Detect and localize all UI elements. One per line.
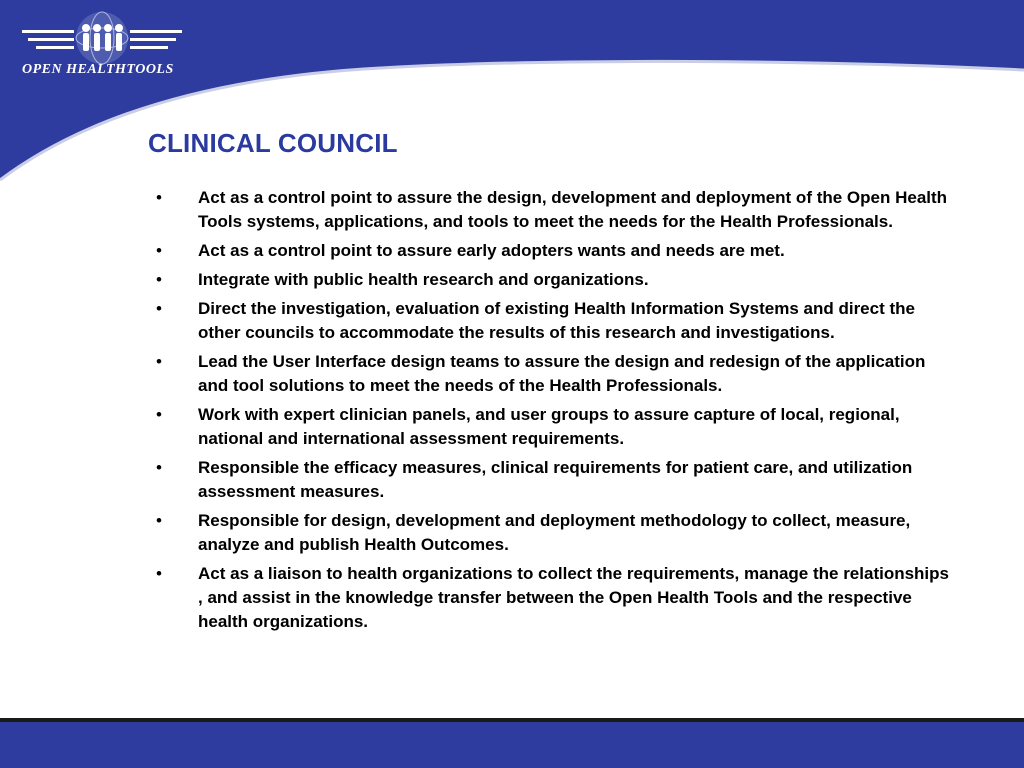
- bullet-item: [156, 239, 956, 263]
- bullet-text: Direct the investigation, evaluation of existing Health Information Systems and direct the other councils to accommodate the results of this research and investigations.: [198, 299, 915, 342]
- slide-title: CLINICAL COUNCIL: [148, 128, 398, 158]
- bullet-icon: •: [156, 564, 162, 583]
- bullet-text: Lead the User Interface design teams to assure the design and redesign of the application and tool solutions to meet the needs of the Health Professionals.: [198, 352, 926, 395]
- bullet-text: Responsible the efficacy measures, clinical requirements for patient care, and utilization assessment measures.: [198, 458, 913, 501]
- bullet-text: Act as a liaison to health organizations to collect the requirements, manage the relationships , and assist in the knowledge transfer between the Open Health Tools and the respective health organizations.: [198, 564, 949, 631]
- bullet-text: Work with expert clinician panels, and user groups to assure capture of local, regional, national and international assessment requirements.: [198, 405, 900, 448]
- bullet-icon: •: [156, 270, 162, 289]
- bullet-item: [156, 350, 956, 398]
- bullet-item: [156, 297, 956, 345]
- bullet-item: [156, 456, 956, 504]
- bullet-list: [156, 186, 956, 639]
- bullet-item: [156, 403, 956, 451]
- bullet-icon: •: [156, 299, 162, 318]
- bullet-item: [156, 509, 956, 557]
- bullet-text: Act as a control point to assure the design, development and deployment of the Open Health Tools systems, applications, and tools to meet the needs for the Health Professionals.: [198, 188, 948, 231]
- bullet-icon: •: [156, 458, 162, 477]
- bullet-item: [156, 562, 956, 634]
- bullet-icon: •: [156, 188, 162, 207]
- bullet-item: [156, 186, 956, 234]
- bullet-text: Integrate with public health research and organizations.: [198, 270, 649, 289]
- logo-wordmark: OPEN HEALTHTOOLS: [22, 62, 174, 77]
- footer-band: [0, 722, 1024, 768]
- bullet-icon: •: [156, 352, 162, 371]
- bullet-item: [156, 268, 956, 292]
- bullet-text: Responsible for design, development and deployment methodology to collect, measure, analyze and publish Health Outcomes.: [198, 511, 911, 554]
- open-healthtools-logo: [18, 8, 188, 92]
- bullet-text: Act as a control point to assure early adopters wants and needs are met.: [198, 241, 785, 260]
- bullet-icon: •: [156, 511, 162, 530]
- bullet-icon: •: [156, 405, 162, 424]
- bullet-icon: •: [156, 241, 162, 260]
